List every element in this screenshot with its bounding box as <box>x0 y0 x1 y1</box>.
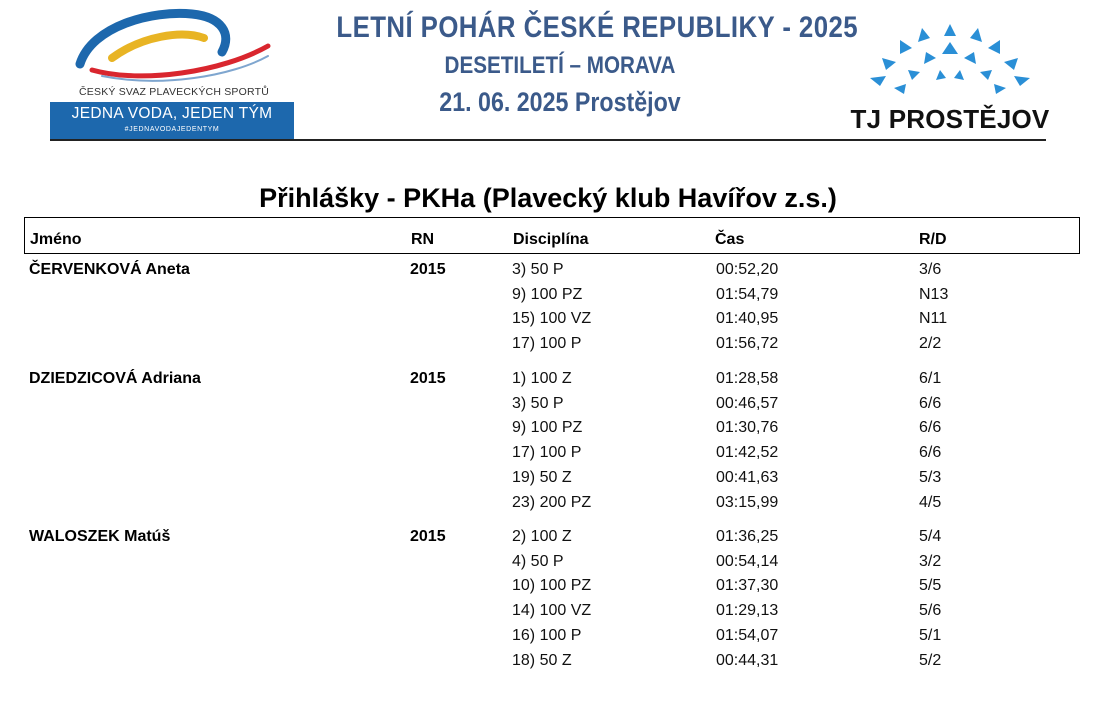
event-heat-lane: 3/2 <box>919 552 942 570</box>
event-time: 00:41,63 <box>716 468 779 486</box>
event-heat-lane: 5/5 <box>919 577 942 595</box>
table-row <box>24 370 1080 395</box>
event-time: 03:15,99 <box>716 493 779 511</box>
event-discipline: 14) 100 VZ <box>512 602 592 620</box>
table-row <box>24 335 1080 360</box>
sun-rays-icon <box>860 18 1040 100</box>
event-heat-lane: 5/4 <box>919 528 942 545</box>
slogan-hashtag: #JEDNAVODAJEDENTYM <box>124 126 220 133</box>
swimmer-birth-year: 2015 <box>410 370 446 387</box>
header-discipline: Disciplína <box>513 231 589 248</box>
table-row <box>24 444 1080 469</box>
table-row <box>24 553 1080 578</box>
event-time: 01:29,13 <box>716 602 779 620</box>
event-heat-lane: 4/5 <box>919 493 942 511</box>
page-header <box>0 0 1096 150</box>
table-row <box>24 577 1080 602</box>
header-name: Jméno <box>30 231 82 248</box>
event-time: 01:36,25 <box>716 528 779 545</box>
event-time: 01:37,30 <box>716 577 779 595</box>
event-time: 01:54,79 <box>716 285 779 303</box>
cssp-logo <box>50 6 298 140</box>
swimmer-name: DZIEDZICOVÁ Adriana <box>29 370 201 387</box>
event-heat-lane: 6/1 <box>919 370 942 387</box>
event-heat-lane: 5/1 <box>919 626 942 644</box>
event-heat-lane: 6/6 <box>919 419 942 437</box>
header-time: Čas <box>715 231 745 248</box>
event-heat-lane: 5/3 <box>919 468 942 486</box>
event-time: 01:30,76 <box>716 419 779 437</box>
swimmer-name: ČERVENKOVÁ Aneta <box>29 261 190 278</box>
event-heat-lane: N11 <box>919 310 948 328</box>
event-discipline: 17) 100 P <box>512 335 582 353</box>
slogan-text: JEDNA VODA, JEDEN TÝM <box>71 105 273 122</box>
table-row <box>24 261 1080 286</box>
table-row <box>24 395 1080 420</box>
swimmer-birth-year: 2015 <box>410 528 446 545</box>
event-discipline: 18) 50 Z <box>512 651 572 669</box>
event-discipline: 15) 100 VZ <box>512 310 592 328</box>
swimmer-birth-year: 2015 <box>410 261 446 278</box>
table-row <box>24 286 1080 311</box>
event-title: LETNÍ POHÁR ČESKÉ REPUBLIKY - 2025 <box>336 11 859 44</box>
event-discipline: 19) 50 Z <box>512 468 572 486</box>
table-row <box>24 310 1080 335</box>
event-discipline: 16) 100 P <box>512 626 582 644</box>
tj-prostejov-logo <box>850 18 1050 138</box>
swimmer-name: WALOSZEK Matúš <box>29 528 171 545</box>
event-discipline: 17) 100 P <box>512 444 582 462</box>
event-time: 00:54,14 <box>716 552 779 570</box>
event-discipline: 2) 100 Z <box>512 528 572 545</box>
event-discipline: 10) 100 PZ <box>512 577 592 595</box>
cssp-org-name: ČESKÝ SVAZ PLAVECKÝCH SPORTŮ <box>79 86 269 98</box>
table-row <box>24 528 1080 553</box>
cssp-swoosh-icon <box>72 6 272 84</box>
header-divider <box>50 139 1046 141</box>
event-discipline: 23) 200 PZ <box>512 493 592 511</box>
event-discipline: 3) 50 P <box>512 394 564 412</box>
event-time: 00:46,57 <box>716 394 779 412</box>
event-date-place: 21. 06. 2025 Prostějov <box>439 87 681 117</box>
event-time: 01:56,72 <box>716 335 779 353</box>
event-time: 01:54,07 <box>716 626 779 644</box>
event-heat-lane: 6/6 <box>919 444 942 462</box>
event-heat-lane: 5/2 <box>919 651 942 669</box>
slogan-banner <box>50 102 294 140</box>
tj-prostejov-name: TJ PROSTĚJOV <box>850 104 1050 134</box>
event-heat-lane: N13 <box>919 285 949 303</box>
table-row <box>24 627 1080 652</box>
event-time: 00:44,31 <box>716 651 779 669</box>
event-heat-lane: 6/6 <box>919 394 942 412</box>
table-row <box>24 469 1080 494</box>
event-time: 01:42,52 <box>716 444 779 462</box>
table-header <box>24 217 1080 254</box>
event-discipline: 9) 100 PZ <box>512 285 583 303</box>
event-heat-lane: 5/6 <box>919 602 942 620</box>
table-row <box>24 602 1080 627</box>
event-time: 01:40,95 <box>716 310 779 328</box>
event-discipline: 9) 100 PZ <box>512 419 583 437</box>
table-row <box>24 419 1080 444</box>
event-discipline: 3) 50 P <box>512 261 564 278</box>
table-row <box>24 652 1080 677</box>
header-rn: RN <box>411 231 435 248</box>
event-subtitle: DESETILETÍ – MORAVA <box>444 52 676 79</box>
event-heat-lane: 3/6 <box>919 261 942 278</box>
event-heading <box>300 8 859 120</box>
table-row <box>24 494 1080 519</box>
event-heat-lane: 2/2 <box>919 335 942 353</box>
event-discipline: 1) 100 Z <box>512 370 572 387</box>
event-time: 00:52,20 <box>716 261 779 278</box>
event-time: 01:28,58 <box>716 370 779 387</box>
event-discipline: 4) 50 P <box>512 552 564 570</box>
header-rd: R/D <box>919 231 947 248</box>
document-title: Přihlášky - PKHa (Plavecký klub Havířov z.s.) <box>259 183 837 213</box>
